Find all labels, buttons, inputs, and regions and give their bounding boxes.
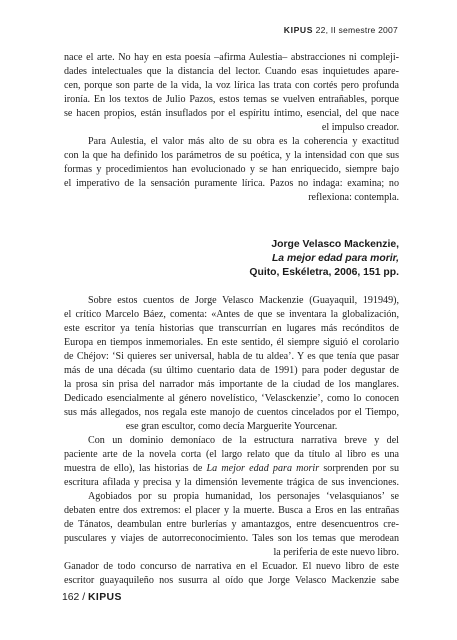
review-line: sus más allegados, nos regala este manojo de cuentos cincelados por el Tiempo, — [64, 407, 399, 418]
review-line: el crítico Marcelo Báez, comenta: «Antes de que se inventara la globalización, — [64, 309, 399, 320]
review-line: ese gran escultor, como decía Marguerite Yourcenar. — [125, 421, 338, 432]
review-line: Ganador de todo concurso de narrativa en el Ecuador. El nuevo libro de este — [64, 561, 399, 572]
review-line: Europa en tiempos inmemoriales. En este sentido, él siempre siguió el corolario — [64, 337, 399, 348]
review-line: Agobiados por su propia humanidad, los personajes ‘velasquianos’ se — [88, 491, 399, 502]
issue-info: 22, II semestre 2007 — [315, 25, 398, 35]
body-line: formas y procedimientos han evolucionado y se han enriquecido, siempre bajo — [64, 164, 399, 175]
review-line: Con un dominio demoníaco de la estructura narrativa breve y del — [88, 435, 399, 446]
review-line: de Chéjov: ‘Si quieres ser universal, habla de tu aldea’. Y es que tenía que pasar — [64, 351, 399, 362]
body-line: reflexiona: contempla. — [308, 192, 399, 203]
review-line: este escritor ya tenía historias que transcurrían en lugares más recónditos de — [64, 323, 399, 334]
body-line: cen, porque son parte de la vida, la voz lírica las trata con cortés pero profunda — [64, 80, 399, 91]
review-line: pusculares y viajes de autorreconocimiento. Tales son los temas que merodean — [64, 533, 399, 544]
review-line: la prosa sin prisa del narrador más importante de la ciudad de los manglares. — [64, 379, 399, 390]
body-line: dades intelectuales que la distancia del lector. Cuando esas inquietudes apare- — [64, 66, 399, 77]
review-line: Sobre estos cuentos de Jorge Velasco Mackenzie (Guayaquil, 191949), — [88, 295, 399, 306]
body-line: se hacen propios, están insuflados por el espíritu íntimo, esencial, del que nace — [64, 108, 399, 119]
review-line: Dedicado esencialmente al género novelístico, ‘Velasckenzie’, como lo conocen — [64, 393, 399, 404]
review-line: más de una década (su último cuentario data de 1991) para poder degustar de — [64, 365, 399, 376]
review-line-with-title — [64, 462, 399, 476]
review-line: de Tánatos, deambulan entre burlerías y amantazgos, entre desencuentros cre- — [64, 519, 399, 530]
footer-separator: / — [82, 592, 86, 603]
review-line: escritura afilada y precisa y la dimensión levemente trágica de sus invenciones. — [64, 477, 399, 488]
review-line: la periferia de este nuevo libro. — [273, 547, 399, 558]
review-line: escritor guayaquileño nos susurra al oído que Jorge Velasco Mackenzie sabe — [64, 575, 399, 586]
review-line: debaten entre dos extremos: el placer y la muerte. Busca a Eros en las entrañas — [64, 505, 399, 516]
body-line: ironía. En los textos de Julio Pazos, estos temas se vuelven entrañables, porque — [64, 94, 399, 105]
review-text: muestra de ello), las historias de — [64, 463, 203, 474]
book-publication: Quito, Eskéletra, 2006, 151 pp. — [249, 267, 399, 278]
book-author: Jorge Velasco Mackenzie, — [271, 239, 399, 250]
body-line: con la que ha definido los parámetros de su poética, y la intensidad con que sus — [64, 150, 399, 161]
review-text: sorprenden por su — [323, 463, 399, 474]
body-line: el impulso creador. — [321, 122, 399, 133]
journal-name: KIPUS — [283, 25, 314, 35]
book-title-inline: La mejor edad para morir — [206, 463, 320, 474]
footer-journal-name: KIPUS — [88, 592, 122, 603]
body-line: nace el arte. No hay en esta poesía –afirma Aulestia– abstracciones ni compleji- — [64, 52, 399, 63]
body-line: Para Aulestia, el valor más alto de su obra es la coherencia y exactitud — [88, 136, 399, 147]
body-line: el imperativo de la sensación puramente lírica. Pazos no indaga: examina; no — [64, 178, 399, 189]
book-title: La mejor edad para morir, — [271, 253, 399, 264]
review-line: paciente arte de la novela corta (el largo relato que da título al libro es una — [64, 449, 399, 460]
page-number: 162 — [62, 592, 80, 603]
page-footer — [62, 592, 122, 603]
